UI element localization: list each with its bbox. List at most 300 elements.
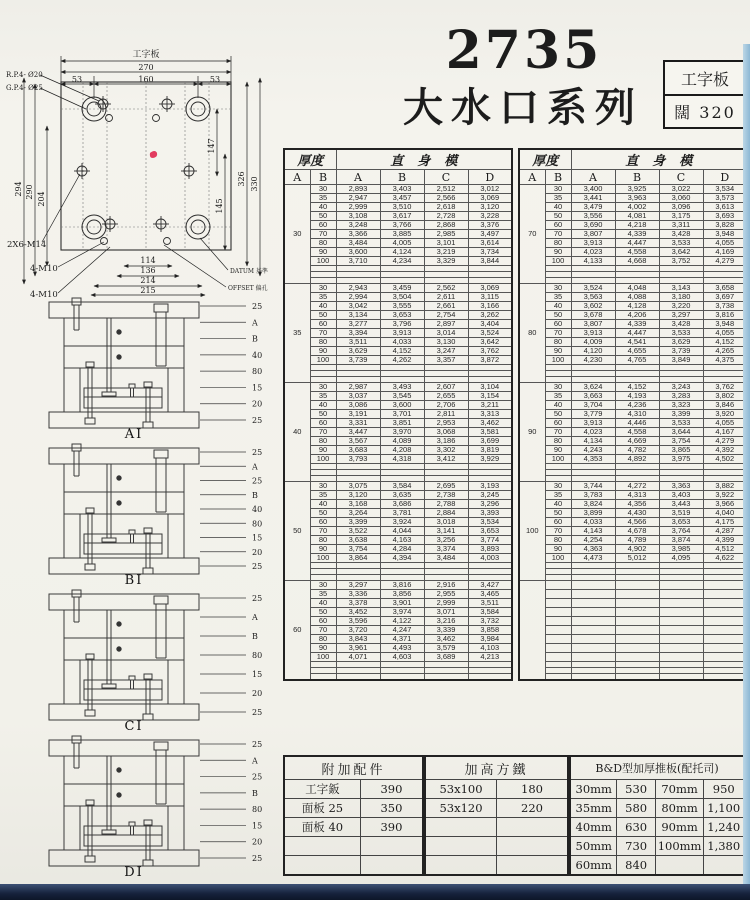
table-row — [519, 437, 747, 446]
size-cell: 3,766 — [380, 221, 424, 230]
small-holes — [74, 96, 197, 245]
size-cell: 3,193 — [468, 482, 512, 491]
size-cell: 40 — [310, 599, 336, 608]
size-cell: 70 — [310, 329, 336, 338]
size-cell: 4,120 — [571, 347, 615, 356]
table-row — [284, 635, 512, 644]
size-cell: 3,457 — [380, 194, 424, 203]
table-row — [284, 356, 512, 365]
price-cell: 53x100 — [425, 780, 497, 799]
table-row — [284, 590, 512, 599]
size-cell: 4,669 — [615, 437, 659, 446]
size-cell: 3,754 — [336, 545, 380, 554]
empty-cell — [545, 674, 571, 680]
column-header: A — [519, 170, 545, 185]
size-cell: 3,913 — [380, 329, 424, 338]
size-cell: 3,465 — [468, 590, 512, 599]
plate-label: 15 — [252, 383, 263, 393]
size-cell: 3,567 — [336, 437, 380, 446]
size-cell: 40 — [310, 203, 336, 212]
size-cell: 30 — [310, 284, 336, 293]
table-row — [284, 626, 512, 635]
dim-114: 114 — [140, 256, 156, 265]
size-cell — [615, 626, 659, 635]
size-cell: 80 — [545, 437, 571, 446]
size-cell — [659, 599, 703, 608]
plate-label: A — [252, 462, 258, 472]
size-cell: 2,611 — [424, 293, 468, 302]
size-cell: 35 — [545, 491, 571, 500]
table-row — [519, 500, 747, 509]
size-cell: 2,618 — [424, 203, 468, 212]
size-cell: 4,152 — [615, 383, 659, 392]
dim-145: 145 — [215, 198, 224, 214]
dim-53-left: 53 — [71, 75, 83, 84]
size-cell — [659, 581, 703, 590]
thick-ejector-plate-table — [569, 755, 745, 876]
plate-label: 15 — [252, 821, 263, 831]
size-cell: 100 — [310, 653, 336, 662]
size-cell: 3,796 — [380, 320, 424, 329]
table-row — [284, 780, 423, 799]
size-cell — [571, 644, 615, 653]
size-cell: 4,558 — [615, 248, 659, 257]
plate-dimension-drawing — [4, 14, 276, 309]
size-cell: 30 — [310, 581, 336, 590]
size-cell: 3,296 — [468, 500, 512, 509]
table-row — [284, 455, 512, 464]
size-cell: 35 — [545, 194, 571, 203]
plate-labels — [251, 448, 262, 571]
thickness-a-cell: 60 — [284, 581, 310, 680]
size-cell: 3,658 — [703, 284, 747, 293]
size-cell: 3,220 — [659, 302, 703, 311]
mold-stack-outline — [49, 298, 199, 428]
table-row — [284, 536, 512, 545]
table-row — [519, 446, 747, 455]
table-row — [284, 320, 512, 329]
table-row — [284, 837, 423, 856]
table-row — [284, 428, 512, 437]
size-cell: 3,846 — [703, 401, 747, 410]
size-cell: 90 — [545, 248, 571, 257]
size-cell: 4,902 — [615, 545, 659, 554]
size-cell: 3,141 — [424, 527, 468, 536]
size-cell: 4,558 — [615, 428, 659, 437]
size-cell — [703, 617, 747, 626]
size-cell: 3,403 — [659, 491, 703, 500]
size-cell: 3,493 — [380, 383, 424, 392]
plate-label: 20 — [252, 689, 263, 698]
table-row — [519, 329, 747, 338]
section-drawing-CI — [14, 588, 282, 732]
table-row — [519, 617, 747, 626]
price-cell — [497, 837, 569, 856]
page-title: 2735 — [445, 20, 603, 81]
size-cell: 3,629 — [659, 338, 703, 347]
size-cell: 3,096 — [659, 203, 703, 212]
size-cell: 5,012 — [615, 554, 659, 563]
size-cell: 3,849 — [659, 356, 703, 365]
size-cell: 2,994 — [336, 293, 380, 302]
size-cell: 3,699 — [468, 437, 512, 446]
table-row — [519, 293, 747, 302]
size-cell: 4,399 — [703, 536, 747, 545]
plate-label: B — [252, 490, 258, 500]
size-cell: 3,329 — [424, 257, 468, 266]
size-cell: 60 — [310, 221, 336, 230]
size-cell: 3,191 — [336, 410, 380, 419]
dim-294: 294 — [14, 181, 23, 197]
table-row — [519, 320, 747, 329]
size-table — [283, 148, 513, 681]
price-cell: 50mm — [570, 837, 617, 856]
size-cell: 3,154 — [468, 392, 512, 401]
plate-label: A — [252, 756, 258, 766]
size-cell: 3,762 — [703, 383, 747, 392]
size-cell: 3,802 — [703, 392, 747, 401]
thickness-a-cell: 90 — [519, 383, 545, 482]
size-cell: 50 — [310, 212, 336, 221]
size-cell: 3,042 — [336, 302, 380, 311]
price-cell — [425, 818, 497, 837]
size-cell — [545, 626, 571, 635]
thickness-header: 厚度 — [519, 149, 571, 170]
table-row — [519, 257, 747, 266]
leader-lines — [200, 598, 246, 712]
dim-326: 326 — [237, 171, 246, 187]
size-cell: 2,695 — [424, 482, 468, 491]
size-cell: 3,484 — [424, 554, 468, 563]
section-drawing-AI — [14, 296, 282, 440]
size-cell: 4,009 — [571, 338, 615, 347]
size-cell — [703, 599, 747, 608]
size-cell: 4,512 — [703, 545, 747, 554]
dim-215: 215 — [140, 286, 156, 295]
size-cell — [545, 653, 571, 662]
size-cell: 3,678 — [571, 311, 615, 320]
size-cell: 35 — [310, 194, 336, 203]
plate-label: 25 — [252, 562, 263, 571]
table-row — [284, 392, 512, 401]
note-offset: OFFSET 偏孔 — [228, 285, 268, 292]
price-cell: 面板 40 — [284, 818, 360, 837]
riser-block-table — [424, 755, 569, 876]
size-cell — [659, 644, 703, 653]
size-cell: 60 — [545, 419, 571, 428]
size-cell: 3,856 — [380, 590, 424, 599]
table-row — [519, 527, 747, 536]
size-cell: 3,399 — [659, 410, 703, 419]
size-cell: 3,014 — [424, 329, 468, 338]
size-cell: 3,022 — [659, 185, 703, 194]
size-cell: 90 — [310, 347, 336, 356]
empty-cell — [336, 674, 380, 680]
plate-label: 15 — [252, 533, 263, 543]
size-cell: 90 — [545, 545, 571, 554]
size-cell: 3,720 — [336, 626, 380, 635]
size-cell: 3,519 — [659, 509, 703, 518]
size-cell: 3,297 — [659, 311, 703, 320]
size-table — [518, 148, 748, 681]
leader-lines — [200, 744, 246, 858]
size-cell — [571, 635, 615, 644]
size-cell: 4,206 — [615, 311, 659, 320]
size-cell: 3,807 — [571, 230, 615, 239]
plate-label: 25 — [252, 708, 263, 717]
size-cell: 3,376 — [468, 221, 512, 230]
size-cell: 3,913 — [571, 239, 615, 248]
note-4-m10-b: 4-M10 — [30, 290, 58, 300]
plate-label: 25 — [252, 854, 263, 863]
size-cell: 60 — [310, 518, 336, 527]
table-row — [519, 509, 747, 518]
size-cell: 3,412 — [424, 455, 468, 464]
size-cell: 4,353 — [571, 455, 615, 464]
price-cell: 840 — [617, 856, 655, 876]
table-row — [425, 837, 568, 856]
table-row — [570, 837, 744, 856]
table-row — [519, 491, 747, 500]
size-cell: 3,752 — [659, 257, 703, 266]
size-cell: 3,966 — [703, 500, 747, 509]
size-cell: 4,071 — [336, 653, 380, 662]
size-cell: 3,075 — [336, 482, 380, 491]
size-cell — [615, 653, 659, 662]
size-cell: 3,504 — [380, 293, 424, 302]
size-cell: 40 — [545, 500, 571, 509]
size-cell — [571, 617, 615, 626]
plate-label: B — [252, 632, 258, 641]
table-row — [519, 518, 747, 527]
size-cell: 3,331 — [336, 419, 380, 428]
spec-box-width-value: 闊 320 — [674, 103, 736, 122]
table-row — [519, 545, 747, 554]
price-cell: 1,240 — [704, 818, 744, 837]
bottom-table-title: 附加配件 — [284, 756, 423, 780]
size-cell: 3,924 — [380, 518, 424, 527]
thickness-a-cell: 40 — [284, 383, 310, 482]
size-cell — [615, 617, 659, 626]
table-row — [570, 856, 744, 876]
price-cell — [284, 856, 360, 876]
price-cell: 35mm — [570, 799, 617, 818]
size-cell: 3,701 — [380, 410, 424, 419]
size-cell — [545, 599, 571, 608]
size-cell: 3,264 — [336, 509, 380, 518]
table-row — [519, 410, 747, 419]
size-cell: 4,213 — [468, 653, 512, 662]
size-cell: 3,336 — [336, 590, 380, 599]
size-cell: 70 — [545, 329, 571, 338]
column-header: B — [545, 170, 571, 185]
size-cell: 3,865 — [659, 446, 703, 455]
size-cell: 3,744 — [571, 482, 615, 491]
plate-label: A — [252, 318, 258, 328]
size-cell: 4,446 — [615, 419, 659, 428]
size-cell: 3,754 — [659, 437, 703, 446]
size-cell: 3,428 — [659, 320, 703, 329]
table-row — [519, 581, 747, 590]
table-row — [519, 536, 747, 545]
size-cell: 60 — [545, 320, 571, 329]
bottom-table — [424, 755, 569, 876]
size-cell: 3,864 — [336, 554, 380, 563]
size-cell: 4,566 — [615, 518, 659, 527]
table-row — [519, 284, 747, 293]
empty-cell — [468, 674, 512, 680]
size-cell: 3,913 — [571, 419, 615, 428]
size-cell: 3,071 — [424, 608, 468, 617]
table-row — [519, 455, 747, 464]
table-row — [519, 482, 747, 491]
size-cell: 4,005 — [380, 239, 424, 248]
size-cell: 2,738 — [424, 491, 468, 500]
column-header: D — [703, 170, 747, 185]
size-cell: 4,363 — [571, 545, 615, 554]
price-cell: 530 — [617, 780, 655, 799]
size-cell: 3,948 — [703, 320, 747, 329]
size-cell: 4,023 — [571, 248, 615, 257]
size-cell: 4,163 — [380, 536, 424, 545]
table-row — [570, 818, 744, 837]
size-cell: 4,055 — [703, 329, 747, 338]
price-cell: 100mm — [655, 837, 704, 856]
size-cell: 3,120 — [336, 491, 380, 500]
thickness-a-cell: 80 — [519, 284, 545, 383]
price-cell: 730 — [617, 837, 655, 856]
size-cell: 3,899 — [571, 509, 615, 518]
size-cell: 3,168 — [336, 500, 380, 509]
size-cell: 80 — [545, 239, 571, 248]
size-cell: 3,510 — [380, 203, 424, 212]
table-row — [284, 653, 512, 662]
size-cell: 80 — [310, 437, 336, 446]
size-cell — [615, 608, 659, 617]
size-table-left — [283, 148, 513, 681]
thickness-a-cell: 35 — [284, 284, 310, 383]
size-cell: 3,584 — [380, 482, 424, 491]
size-cell: 3,984 — [468, 635, 512, 644]
size-cell — [571, 590, 615, 599]
size-cell: 4,243 — [571, 446, 615, 455]
table-row — [519, 311, 747, 320]
size-cell: 3,497 — [468, 230, 512, 239]
column-header: A — [284, 170, 310, 185]
price-cell: 950 — [704, 780, 744, 799]
size-cell: 2,884 — [424, 509, 468, 518]
plate-label: 80 — [252, 805, 263, 815]
section-id-label: CI — [124, 719, 144, 734]
price-cell — [425, 856, 497, 876]
price-cell: 面板 25 — [284, 799, 360, 818]
table-row — [519, 212, 747, 221]
size-cell: 3,479 — [571, 203, 615, 212]
size-cell: 3,101 — [424, 239, 468, 248]
size-cell: 3,901 — [380, 599, 424, 608]
size-cell: 100 — [310, 455, 336, 464]
size-cell: 4,272 — [615, 482, 659, 491]
table-row — [425, 856, 568, 876]
size-cell: 80 — [310, 536, 336, 545]
size-cell: 3,985 — [659, 545, 703, 554]
size-cell: 3,302 — [424, 446, 468, 455]
price-cell: 70mm — [655, 780, 704, 799]
size-cell: 3,378 — [336, 599, 380, 608]
size-cell: 4,193 — [615, 392, 659, 401]
table-row — [519, 428, 747, 437]
size-cell: 3,642 — [468, 338, 512, 347]
size-cell — [703, 581, 747, 590]
column-header: A — [571, 170, 615, 185]
table-row — [284, 257, 512, 266]
size-cell: 3,524 — [571, 284, 615, 293]
size-cell: 3,400 — [571, 185, 615, 194]
empty-cell — [424, 674, 468, 680]
size-cell: 70 — [310, 626, 336, 635]
note-4-m10-a: 4-M10 — [30, 264, 58, 274]
size-table-right — [518, 148, 748, 681]
size-cell: 4,208 — [380, 446, 424, 455]
plate-label: 25 — [252, 740, 263, 749]
size-cell: 3,920 — [703, 410, 747, 419]
size-cell: 70 — [545, 428, 571, 437]
size-cell: 60 — [310, 419, 336, 428]
size-cell: 2,987 — [336, 383, 380, 392]
table-row — [284, 185, 512, 194]
dim-160: 160 — [138, 75, 154, 84]
table-row — [284, 446, 512, 455]
size-cell: 3,245 — [468, 491, 512, 500]
size-cell: 3,069 — [468, 194, 512, 203]
size-cell: 50 — [310, 608, 336, 617]
red-ink-mark — [150, 151, 157, 158]
size-cell: 4,375 — [703, 356, 747, 365]
size-cell: 3,311 — [659, 221, 703, 230]
size-cell: 40 — [545, 302, 571, 311]
size-cell: 3,563 — [571, 293, 615, 302]
size-cell: 3,975 — [659, 455, 703, 464]
size-cell: 2,943 — [336, 284, 380, 293]
thickness-a-cell: 100 — [519, 482, 545, 581]
price-cell: 390 — [360, 818, 423, 837]
table-row — [425, 818, 568, 837]
size-cell: 4,134 — [571, 437, 615, 446]
straight-mold-header: 直身模 — [336, 149, 512, 170]
table-row — [519, 599, 747, 608]
size-cell: 3,534 — [468, 518, 512, 527]
table-row — [284, 554, 512, 563]
scan-edge-bottom — [0, 884, 750, 900]
table-row — [425, 780, 568, 799]
size-cell: 4,124 — [380, 248, 424, 257]
size-cell: 90 — [310, 446, 336, 455]
size-cell: 50 — [545, 212, 571, 221]
size-cell: 3,180 — [659, 293, 703, 302]
price-cell: 220 — [497, 799, 569, 818]
price-cell: 53x120 — [425, 799, 497, 818]
section-id-label: DI — [124, 865, 144, 880]
size-cell: 3,108 — [336, 212, 380, 221]
spec-box-plate-label: 工字板 — [665, 62, 745, 96]
size-cell: 2,607 — [424, 383, 468, 392]
table-row — [570, 799, 744, 818]
scan-edge-right — [743, 44, 750, 900]
size-cell: 3,120 — [468, 203, 512, 212]
size-cell: 4,394 — [380, 554, 424, 563]
size-cell: 3,793 — [336, 455, 380, 464]
size-cell — [615, 581, 659, 590]
